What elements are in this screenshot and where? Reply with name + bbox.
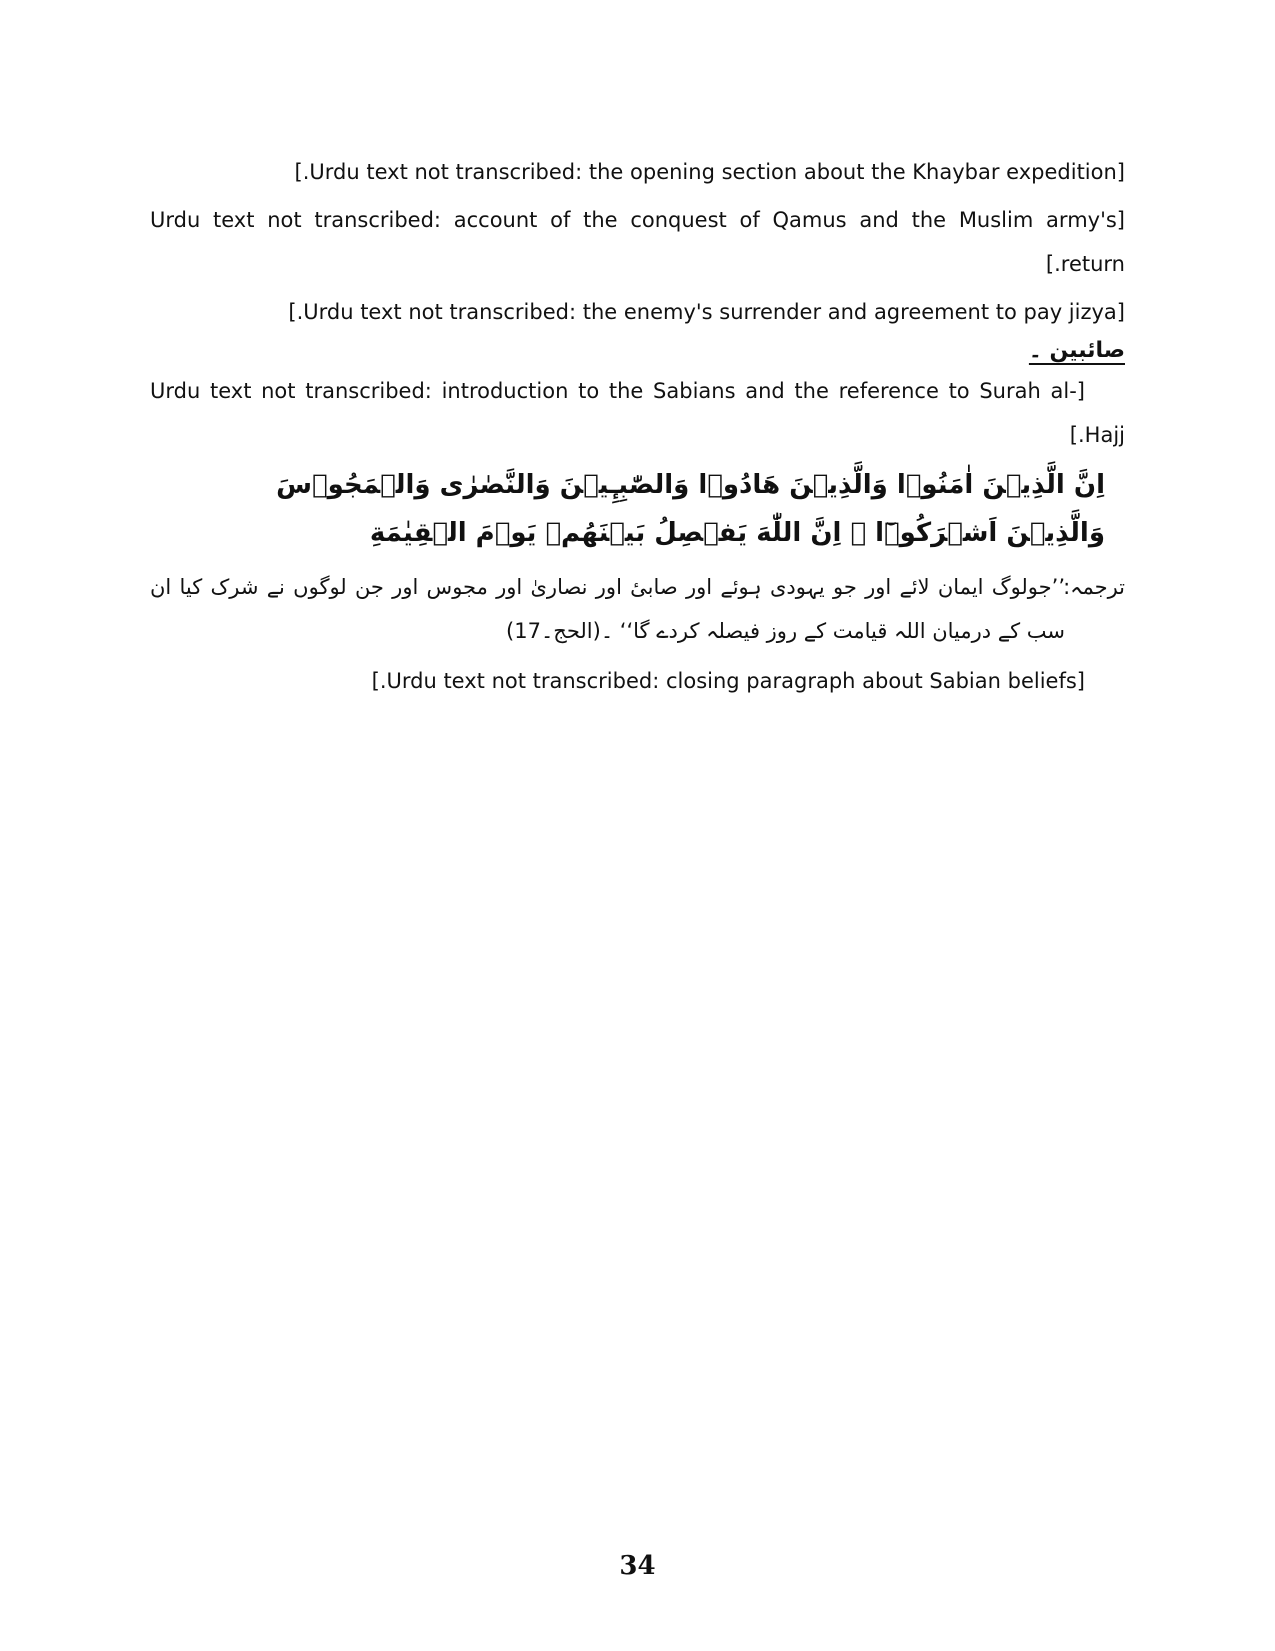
section-heading: صائبین ۔ [1028, 338, 1125, 363]
main-text [150, 150, 1125, 703]
paragraph-2: [Urdu text not transcribed: account of the conquest of Qamus and the Muslim army's return.] [150, 208, 1125, 276]
translation-block [150, 565, 1125, 653]
intro-paragraph: [Urdu text not transcribed: introduction to the Sabians and the reference to Surah al-Hajj.] [150, 379, 1125, 447]
closing-paragraph: [Urdu text not transcribed: closing paragraph about Sabian beliefs.] [371, 669, 1085, 693]
translation-text: ’’جولوگ ایمان لائے اور جو یہودی ہوئے اور صابیٔ اور نصاریٰ اور مجوس اور جن لوگوں نے شرک کیا ان سب کے درمیان اللہ قیامت کے روز فیصلہ کردے گا‘‘ ۔(الحج۔17) [150, 575, 1065, 643]
quran-verse: اِنَّ الَّذِيۡنَ اٰمَنُوۡا وَالَّذِيۡنَ هَادُوۡا وَالصّٰبِـِٕيۡنَ وَالنَّصٰرٰى وَالۡمَجُوۡسَ وَالَّذِيۡنَ اَشۡرَكُوۡٓا ۖ اِنَّ اللّٰهَ يَفۡصِلُ بَيۡنَهُمۡ يَوۡمَ الۡقِيٰمَةِ [276, 470, 1105, 548]
paragraph-3: [Urdu text not transcribed: the enemy's surrender and agreement to pay jizya.] [288, 300, 1125, 324]
page-number: 34 [619, 1551, 656, 1581]
translation-label: ترجمہ: [1063, 575, 1125, 599]
paragraph-1: [Urdu text not transcribed: the opening section about the Khaybar expedition.] [294, 160, 1125, 184]
